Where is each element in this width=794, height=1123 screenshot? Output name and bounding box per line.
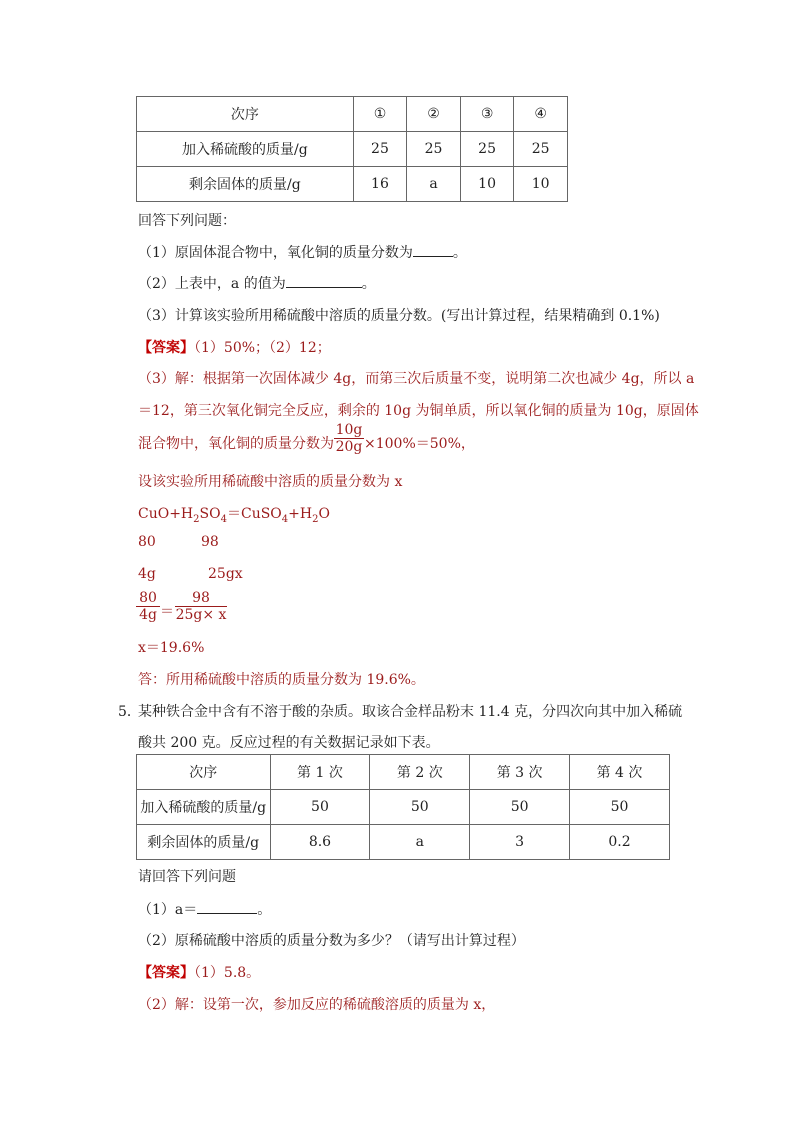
table-row: [137, 132, 568, 167]
fraction: [334, 422, 364, 455]
question-sub-2: （2）原稀硫酸中溶质的质量分数为多少？（请写出计算过程）: [138, 933, 525, 949]
fraction: [175, 590, 227, 623]
table-cell: 第 4 次: [570, 755, 670, 790]
question-sub-1: [138, 899, 271, 919]
table-cell: 第 2 次: [370, 755, 470, 790]
answer-line: 混合物中，氧化铜的质量分数为: [138, 436, 334, 452]
table-row: [137, 167, 568, 202]
answer-blank: [197, 899, 257, 914]
table-row: [137, 790, 670, 825]
molar-mass: 98: [201, 534, 219, 550]
equals-sign: ＝: [160, 604, 174, 620]
fraction-denominator: 20g: [335, 439, 363, 455]
answer-text: （1）5.8。: [194, 965, 261, 981]
table-cell: 第 1 次: [270, 755, 370, 790]
answer-line: [138, 337, 331, 357]
question-sub-2: [138, 273, 376, 293]
table-cell: a: [370, 825, 470, 860]
answer-tag: 【答案】: [138, 340, 194, 356]
question-text: 。: [361, 276, 376, 292]
table-cell: ④: [514, 97, 568, 132]
table-cell: 50: [270, 790, 370, 825]
question-text: （2）上表中，a 的值为: [138, 276, 286, 292]
answer-line: （3）解：根据第一次固体减少 4g，而第三次后质量不变，说明第二次也减少 4g，所以 a: [138, 371, 695, 387]
table-cell: 25: [514, 132, 568, 167]
equation-subscript: 4: [220, 513, 227, 525]
answer-line: 设该实验所用稀硫酸中溶质的质量分数为 x: [138, 474, 403, 490]
question-text: 。: [452, 245, 467, 261]
question-text: 酸共 200 克。反应过程的有关数据记录如下表。: [138, 735, 440, 751]
equation-part: SO: [199, 506, 221, 522]
molar-mass: 80: [138, 534, 156, 550]
equation-subscript: 4: [281, 513, 289, 525]
question-prompt: 请回答下列问题: [138, 869, 236, 885]
question-sub-3: （3）计算该实验所用稀硫酸中溶质的质量分数。(写出计算过程，结果精确到 0.1%): [138, 308, 660, 324]
table-header-row: [137, 97, 568, 132]
result-line: x＝19.6%: [138, 640, 205, 656]
experiment-table-2: [136, 754, 670, 860]
table-cell: 50: [470, 790, 570, 825]
equation-part: CuO+H: [138, 506, 194, 522]
question-sub-1: [138, 242, 467, 262]
table-cell: 25: [407, 132, 461, 167]
fraction-denominator: 4g: [136, 606, 160, 623]
table-cell: 剩余固体的质量/g: [137, 825, 271, 860]
fraction-denominator: 25g× x: [175, 607, 227, 623]
final-answer: 答：所用稀硫酸中溶质的质量分数为 19.6%。: [138, 672, 425, 688]
table-cell: ①: [353, 97, 407, 132]
answer-blank: [286, 273, 362, 288]
table-cell: 3: [470, 825, 570, 860]
answer-line: ＝12，第三次氧化铜完全反应，剩余的 10g 为铜单质，所以氧化铜的质量为 10g，原固体: [138, 403, 699, 419]
table-header-row: [137, 755, 670, 790]
table-cell: 25: [460, 132, 514, 167]
table-cell: 加入稀硫酸的质量/g: [137, 132, 354, 167]
table-row: [137, 825, 670, 860]
table-cell: 8.6: [270, 825, 370, 860]
question-text: 。: [257, 902, 272, 918]
table-cell: 10: [514, 167, 568, 202]
answer-blank: [413, 242, 453, 257]
fraction-numerator: 10g: [335, 422, 363, 438]
table-cell: ③: [460, 97, 514, 132]
answer-line: [138, 962, 260, 982]
table-cell: 50: [570, 790, 670, 825]
table-cell: 次序: [137, 755, 271, 790]
answer-line: （2）解：设第一次，参加反应的稀硫酸溶质的质量为 x，: [138, 997, 496, 1013]
experiment-table-1: [136, 96, 568, 202]
answer-line: ×100%＝50%，: [364, 436, 475, 452]
given-mass: 25gx: [208, 566, 243, 582]
question-number: 5．: [118, 704, 141, 720]
question-text: 某种铁合金中含有不溶于酸的杂质。取该合金样品粉末 11.4 克，分四次向其中加入稀硫: [138, 704, 683, 720]
table-cell: 10: [460, 167, 514, 202]
table-cell: a: [407, 167, 461, 202]
table-cell: 25: [353, 132, 407, 167]
answer-tag: 【答案】: [138, 965, 194, 981]
equation-part: ＝CuSO: [226, 506, 282, 522]
equation-subscript: 2: [193, 513, 200, 525]
fraction: [136, 590, 160, 623]
equation-part: +H: [288, 506, 313, 522]
table-cell: 第 3 次: [470, 755, 570, 790]
table-cell: 0.2: [570, 825, 670, 860]
question-text: （1）原固体混合物中，氧化铜的质量分数为: [138, 245, 413, 261]
chemical-equation: [138, 503, 330, 523]
equation-part: O: [318, 506, 330, 522]
table-cell: 50: [370, 790, 470, 825]
question-prompt: 回答下列问题：: [138, 213, 236, 229]
table-cell: 剩余固体的质量/g: [137, 167, 354, 202]
given-mass: 4g: [138, 566, 156, 582]
table-cell: 加入稀硫酸的质量/g: [137, 790, 271, 825]
answer-text: （1）50%；（2）12；: [194, 340, 331, 356]
equation-subscript: 2: [312, 513, 319, 525]
table-cell: 16: [353, 167, 407, 202]
table-cell: 次序: [137, 97, 354, 132]
question-text: （1）a＝: [138, 902, 198, 918]
fraction-numerator: 98: [192, 590, 210, 606]
table-cell: ②: [407, 97, 461, 132]
fraction-numerator: 80: [139, 590, 157, 606]
